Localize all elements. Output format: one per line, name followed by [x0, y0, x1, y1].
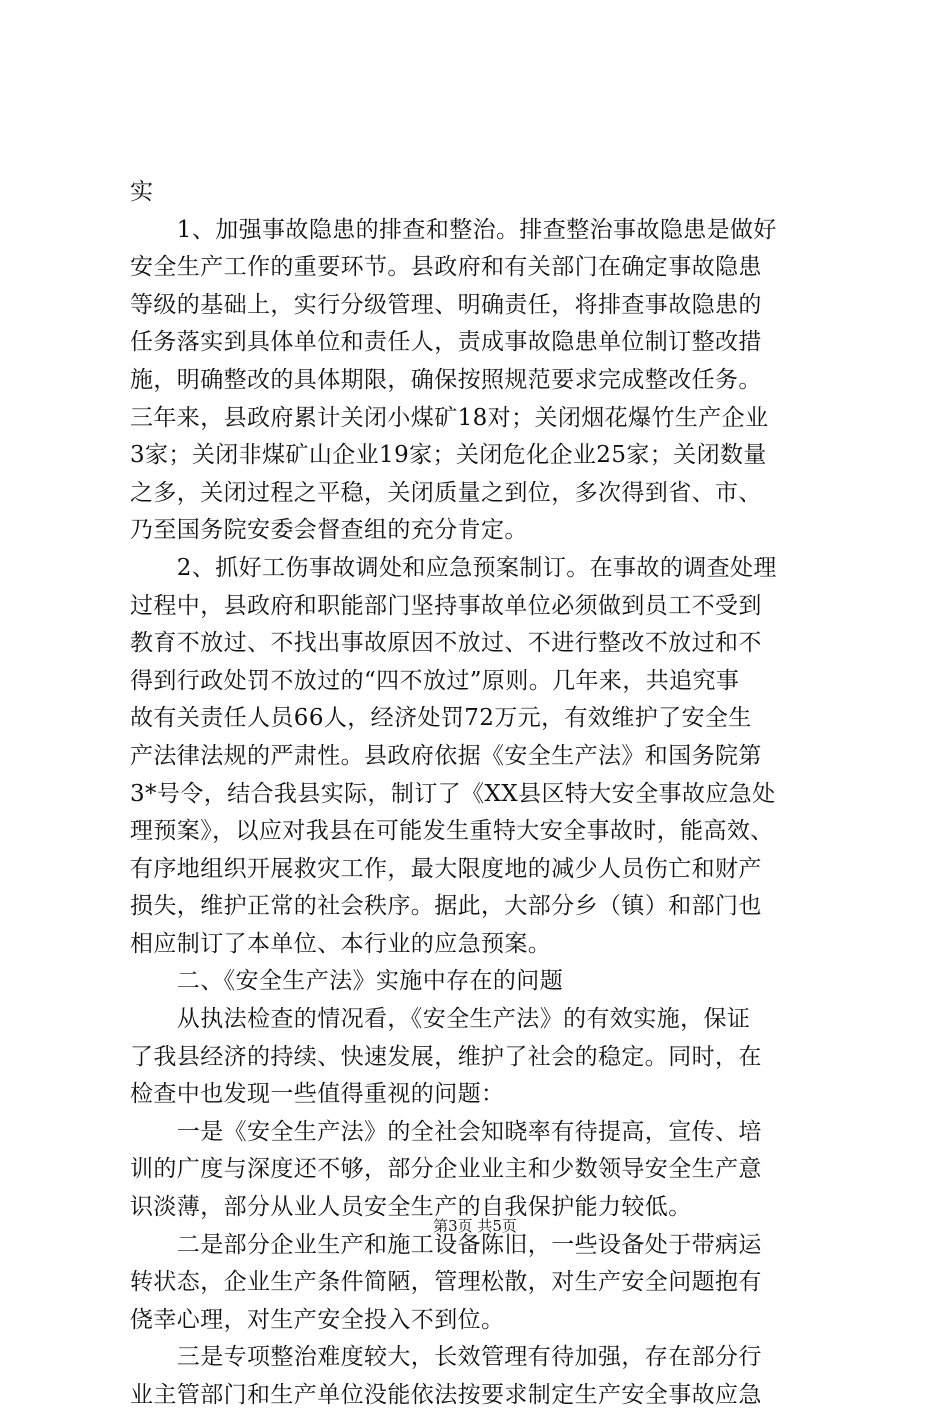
text-line: 检查中也发现一些值得重视的问题：	[130, 1081, 505, 1108]
text-line: 了我县经济的持续、快速发展，维护了社会的稳定。同时，在	[130, 1043, 762, 1070]
text-line: 得到行政处罚不放过的“四不放过”原则。几年来，共追究事	[130, 667, 740, 694]
text-line: 三年来，县政府累计关闭小煤矿18对；关闭烟花爆竹生产企业	[130, 404, 769, 431]
text-line: 训的广度与深度还不够，部分企业业主和少数领导安全生产意	[130, 1156, 762, 1183]
section-heading: 二、《安全生产法》实施中存在的问题	[130, 968, 564, 995]
text-line: 一是《安全生产法》的全社会知晓率有待提高，宣传、培	[130, 1118, 762, 1145]
text-line: 识淡薄，部分从业人员安全生产的自我保护能力较低。	[130, 1194, 692, 1221]
text-line: 2、抓好工伤事故调处和应急预案制订。在事故的调查处理	[130, 554, 777, 581]
text-line: 二是部分企业生产和施工设备陈旧，一些设备处于带病运	[130, 1231, 762, 1258]
text-line: 3*号令，结合我县实际，制订了《XX县区特大安全事故应急处	[130, 780, 776, 807]
text-line: 任务落实到具体单位和责任人，责成事故隐患单位制订整改措	[130, 329, 762, 356]
text-line: 3家；关闭非煤矿山企业19家；关闭危化企业25家；关闭数量	[130, 442, 767, 469]
text-line: 1、加强事故隐患的排查和整治。排查整治事故隐患是做好	[130, 216, 777, 243]
text-line: 实	[130, 179, 154, 205]
text-line: 之多，关闭过程之平稳，关闭质量之到位，多次得到省、市、	[130, 479, 762, 506]
text-line: 三是专项整治难度较大，长效管理有待加强，存在部分行	[130, 1344, 762, 1371]
page-number-footer: 第3页 共5页	[433, 1217, 517, 1235]
text-line: 等级的基础上，实行分级管理、明确责任，将排查事故隐患的	[130, 291, 762, 318]
text-line: 施，明确整改的具体期限，确保按照规范要求完成整改任务。	[130, 366, 762, 393]
text-line: 损失，维护正常的社会秩序。据此，大部分乡（镇）和部门也	[130, 893, 762, 920]
text-line: 乃至国务院安委会督查组的充分肯定。	[130, 517, 528, 544]
text-line: 教育不放过、不找出事故原因不放过、不进行整改不放过和不	[130, 630, 762, 657]
text-line: 安全生产工作的重要环节。县政府和有关部门在确定事故隐患	[130, 254, 762, 281]
text-line: 过程中，县政府和职能部门坚持事故单位必须做到员工不受到	[130, 592, 762, 619]
text-line: 产法律法规的严肃性。县政府依据《安全生产法》和国务院第	[130, 742, 762, 769]
text-line: 从执法检查的情况看，《安全生产法》的有效实施，保证	[130, 1006, 751, 1033]
text-line: 侥幸心理，对生产安全投入不到位。	[130, 1306, 505, 1333]
text-line: 相应制订了本单位、本行业的应急预案。	[130, 930, 552, 957]
text-line: 有序地组织开展救灾工作，最大限度地的减少人员伤亡和财产	[130, 855, 762, 882]
text-line: 业主管部门和生产单位没能依法按要求制定生产安全事故应急	[130, 1382, 762, 1408]
text-line: 故有关责任人员66人，经济处罚72万元，有效维护了安全生	[130, 705, 752, 732]
text-line: 理预案》，以应对我县在可能发生重特大安全事故时，能高效、	[130, 818, 774, 845]
text-line: 转状态，企业生产条件简陋，管理松散，对生产安全问题抱有	[130, 1269, 762, 1296]
